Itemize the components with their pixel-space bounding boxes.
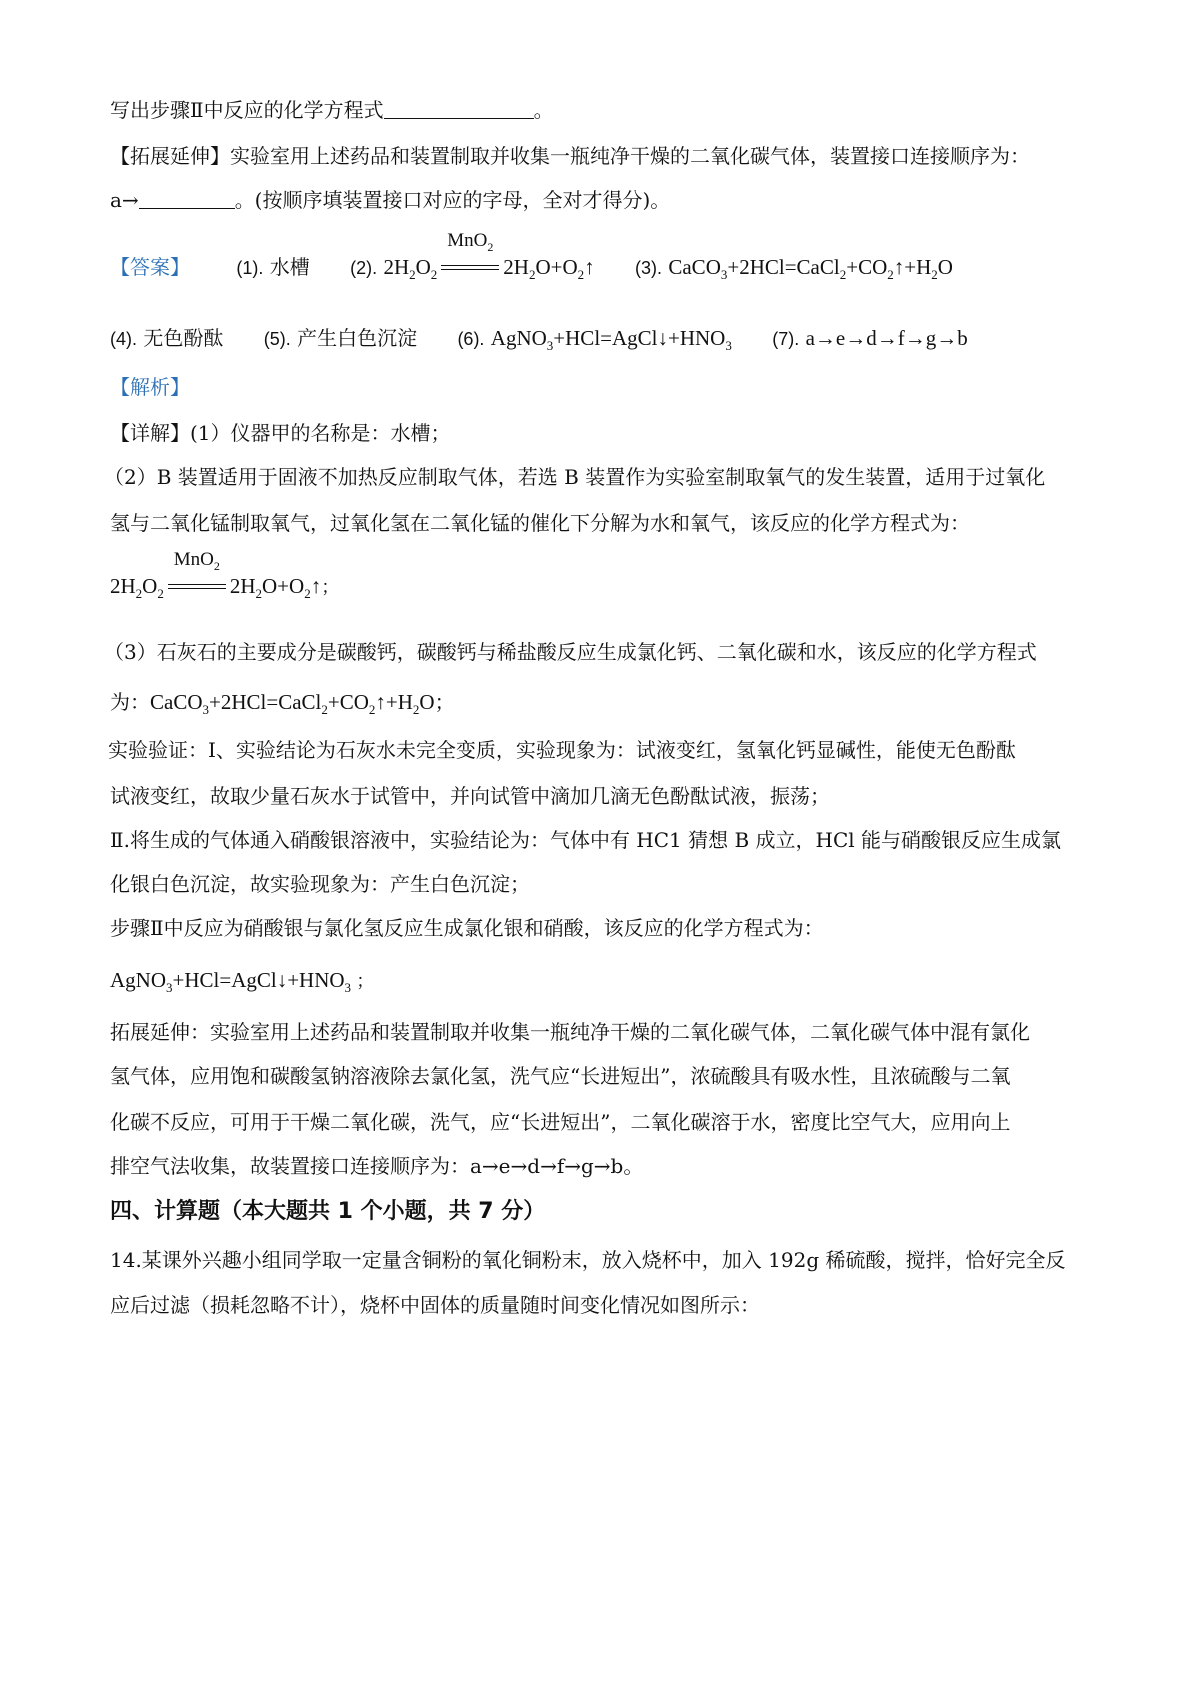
- detail-line-2b: 氢与二氧化锰制取氧气，过氧化氢在二氧化锰的催化下分解为水和氧气，该反应的化学方程式为：: [110, 511, 970, 535]
- prompt-text: 写出步骤Ⅱ中反应的化学方程式: [110, 98, 384, 122]
- equation-caco3: $CaCO_3+2HCl=CaCl_2+CO_2↑+H_2O$: [668, 255, 953, 282]
- detail-line-2a: （2）B 装置适用于固液不加热反应制取气体，若选 B 装置作为实验室制取氧气的发生装置，适用于过氧化: [104, 465, 1046, 489]
- equation-agno3: $AgNO_3+HCl=AgCl↓+HNO_3$: [490, 326, 732, 353]
- answer-item-6: (6). $AgNO_3+HCl=AgCl↓+HNO_3$: [457, 326, 732, 353]
- catalyst-mark: MnO$_2$: [439, 253, 501, 281]
- answer-item-7: (7). a→e→d→f→g→b: [772, 326, 968, 350]
- extension-line-3: 化碳不反应，可用于干燥二氧化碳，洗气，应“长进短出”，二氧化碳溶于水，密度比空气大，应用向上: [110, 1110, 1011, 1134]
- answer-row-2: [110, 324, 1002, 360]
- question-14-line-2: 应后过滤（损耗忽略不计），烧杯中固体的质量随时间变化情况如图所示：: [110, 1293, 760, 1317]
- extension-line-1: 拓展延伸：实验室用上述药品和装置制取并收集一瓶纯净干燥的二氧化碳气体，二氧化碳气体中混有氯化: [110, 1020, 1030, 1044]
- analysis-label: 【解析】: [110, 375, 190, 399]
- verify-line-2: 试液变红，故取少量石灰水于试管中，并向试管中滴加几滴无色酚酞试液，振荡；: [110, 784, 830, 808]
- answer-item-3: (3). $CaCO_3+2HCl=CaCl_2+CO_2↑+H_2O$: [635, 255, 953, 282]
- catalyst-mark: MnO$_2$: [166, 572, 228, 600]
- sequence-line: a→ 。(按顺序填装置接口对应的字母，全对才得分)。: [110, 188, 671, 212]
- answer-blank: [139, 188, 235, 209]
- answer-blank: [384, 98, 534, 119]
- detail-line-3b: 为：$CaCO_3+2HCl=CaCl_2+CO_2↑+H_2O$；: [110, 690, 455, 717]
- answer-row-1: [110, 230, 987, 289]
- verify-line-3: Ⅱ.将生成的气体通入硝酸银溶液中，实验结论为：气体中有 HC1 猜想 B 成立，HCl 能与硝酸银反应生成氯: [110, 828, 1062, 852]
- extension-line: 【拓展延伸】实验室用上述药品和装置制取并收集一瓶纯净干燥的二氧化碳气体，装置接口连接顺序为：: [110, 144, 1030, 168]
- equation-h2o2: $2H_2O_2$ MnO$_2$ $2H_2O+O_2↑$: [383, 230, 595, 282]
- answer-label: 【答案】: [110, 255, 190, 279]
- question-14-line-1: 14.某课外兴趣小组同学取一定量含铜粉的氧化铜粉末，放入烧杯中，加入 192g 稀硫酸，搅拌，恰好完全反: [110, 1248, 1066, 1272]
- verify-line-1: 实验验证：Ⅰ、实验结论为石灰水未完全变质，实验现象为：试液变红，氢氧化钙显碱性，能使无色酚酞: [108, 738, 1016, 762]
- answer-item-5: (5). 产生白色沉淀: [263, 326, 418, 350]
- extension-line-2: 氢气体，应用饱和碳酸氢钠溶液除去氯化氢，洗气应“长进短出”，浓硫酸具有吸水性，且浓硫酸与二氧: [110, 1064, 1011, 1088]
- answer-item-4: (4). 无色酚酞: [110, 326, 224, 350]
- equation-caco3: $CaCO_3+2HCl=CaCl_2+CO_2↑+H_2O$: [150, 690, 435, 717]
- equation-line-agno3: $AgNO_3+HCl=AgCl↓+HNO_3$ ；: [110, 968, 375, 995]
- detail-line-3a: （3）石灰石的主要成分是碳酸钙，碳酸钙与稀盐酸反应生成氯化钙、二氧化碳和水，该反应的化学方程式: [104, 640, 1037, 664]
- equation-line-h2o2: $2H_2O_2$ MnO$_2$ $2H_2O+O_2↑$；: [110, 549, 340, 601]
- verify-line-5: 步骤Ⅱ中反应为硝酸银与氯化氢反应生成氯化银和硝酸，该反应的化学方程式为：: [110, 916, 824, 940]
- answer-item-1: (1). 水槽: [236, 255, 310, 279]
- extension-line-4: 排空气法收集，故装置接口连接顺序为：a→e→d→f→g→b。: [110, 1154, 644, 1178]
- verify-line-4: 化银白色沉淀，故实验现象为：产生白色沉淀；: [110, 872, 530, 896]
- section-title: 四、计算题（本大题共 1 个小题，共 7 分）: [110, 1199, 546, 1224]
- question-line: 写出步骤Ⅱ中反应的化学方程式 。: [110, 98, 554, 122]
- answer-item-2: (2). $2H_2O_2$ MnO$_2$ $2H_2O+O_2↑$: [350, 230, 595, 282]
- detail-line-1: 【详解】(1）仪器甲的名称是：水槽；: [110, 421, 451, 445]
